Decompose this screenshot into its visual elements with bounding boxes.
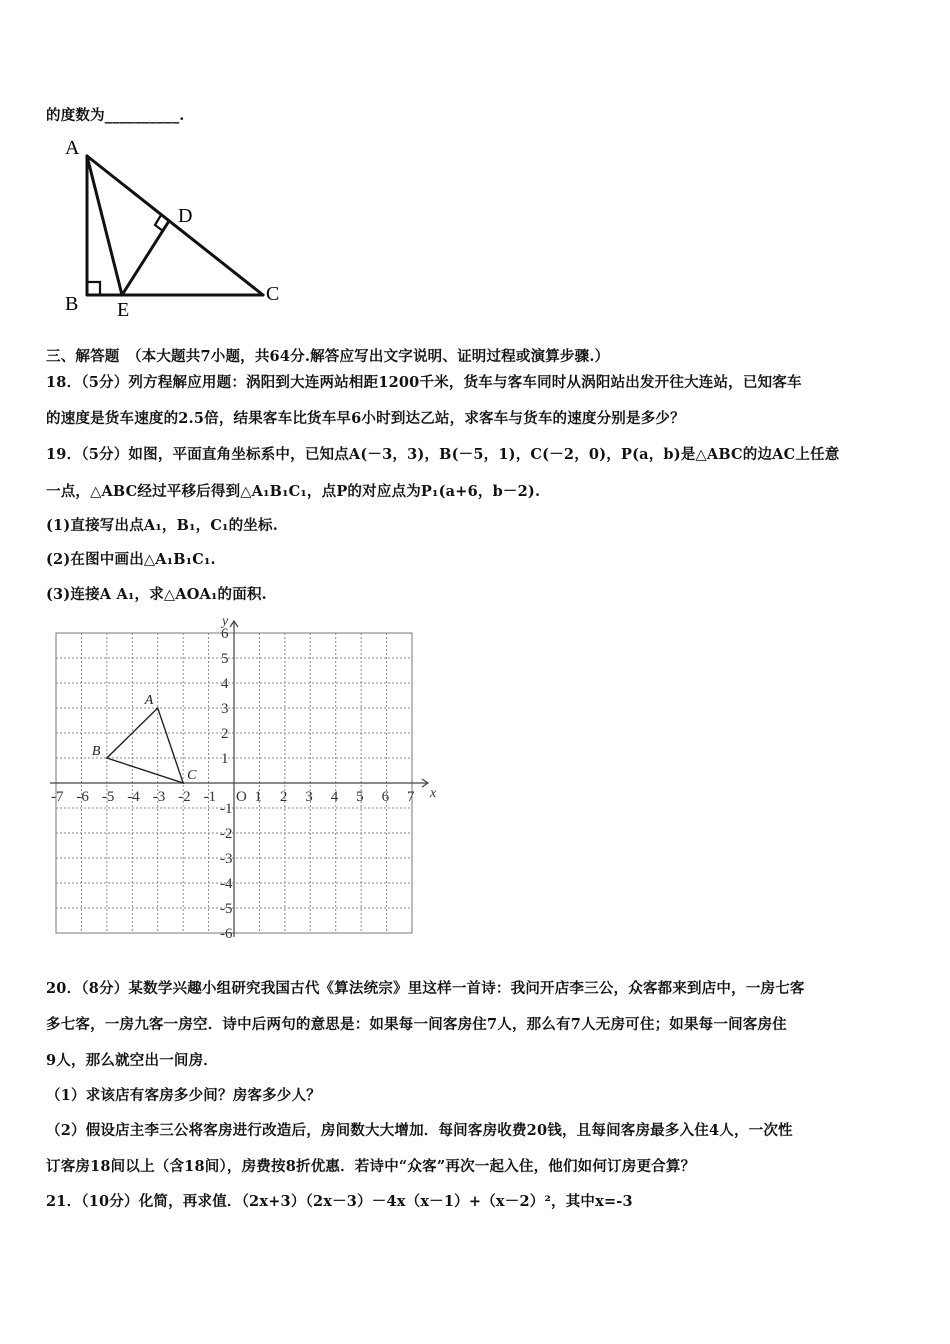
q20-part2b: 订客房18间以上（含18间），房费按8折优惠．若诗中“众客”再次一起入住，他们如何订房更合算？: [46, 1158, 696, 1175]
y-tick-label: -3: [220, 851, 233, 867]
y-tick-label: 6: [221, 626, 229, 642]
y-tick-label: 2: [221, 726, 229, 742]
segment-ac: [87, 156, 263, 295]
q19-line2: 一点，△ABC经过平移后得到△A₁B₁C₁，点P的对应点为P₁(a+6，b－2).: [46, 483, 541, 500]
point-label: C: [187, 768, 197, 783]
q20-part1: （1）求该店有客房多少间？房客多少人？: [46, 1087, 321, 1104]
q20-line2: 多七客，一房九客一房空．诗中后两句的意思是：如果每一间客房住7人，那么有7人无房可住；如果每一间客房住: [46, 1016, 787, 1033]
x-tick-label: 3: [305, 789, 313, 805]
segment-ae: [87, 156, 122, 295]
q20-line3: 9人，那么就空出一间房．: [46, 1052, 218, 1069]
y-tick-label: -5: [220, 901, 233, 917]
x-tick-label: -4: [127, 789, 140, 805]
q19-part1: (1)直接写出点A₁，B₁，C₁的坐标.: [46, 517, 278, 534]
q19-line1: 19．（5分）如图，平面直角坐标系中，已知点A(－3，3)，B(－5，1)，C(－2，0)，P(a，b)是△ABC的边AC上任意: [46, 446, 840, 463]
tick-labels: [51, 615, 437, 942]
x-tick-label: -5: [101, 789, 115, 805]
x-axis-label: x: [430, 786, 437, 801]
triangle-abc: [92, 693, 197, 783]
y-tick-label: -1: [220, 801, 233, 817]
q18-line1: 18．（5分）列方程解应用题：涡阳到大连两站相距1200千米，货车与客车同时从涡阳站出发开往大连站，已知客车: [46, 374, 802, 391]
q18-line2: 的速度是货车速度的2.5倍，结果客车比货车早6小时到达乙站，求客车与货车的速度分别是多少？: [46, 410, 685, 427]
x-tick-label: 6: [381, 789, 390, 805]
vertex-label-d: D: [178, 205, 193, 227]
y-tick-label: 5: [221, 651, 229, 667]
x-tick-label: 7: [407, 789, 415, 805]
q20-line1: 20．（8分）某数学兴趣小组研究我国古代《算法统宗》里这样一首诗：我问开店李三公，众客都来到店中，一房七客: [46, 980, 805, 997]
y-tick-label: -6: [220, 926, 233, 942]
x-tick-label: -1: [203, 789, 217, 805]
y-tick-label: -4: [220, 876, 233, 892]
x-tick-label: -3: [152, 789, 166, 805]
q19-part2: (2)在图中画出△A₁B₁C₁.: [46, 551, 216, 568]
triangle-abc-outline: [107, 708, 183, 783]
q19-part3: (3)连接A A₁，求△AOA₁的面积.: [46, 586, 267, 603]
y-tick-label: 4: [221, 676, 229, 692]
coordinate-grid: [40, 615, 450, 950]
vertex-label-a: A: [65, 137, 80, 159]
y-tick-label: 1: [221, 751, 229, 767]
x-tick-label: 5: [356, 789, 364, 805]
segment-ed: [122, 221, 169, 295]
vertex-label-b: B: [65, 293, 79, 315]
x-tick-label: 1: [254, 789, 262, 805]
x-tick-label: 4: [330, 789, 339, 805]
q17-answer-blank-line: 的度数为__________.: [46, 107, 185, 124]
vertex-label-e: E: [117, 299, 130, 321]
section-title: 三、解答题 （本大题共7小题，共64分.解答应写出文字说明、证明过程或演算步骤.）: [46, 348, 610, 365]
y-axis-label: y: [222, 615, 229, 629]
y-tick-label: -2: [220, 826, 233, 842]
q21-line1: 21．（10分）化简，再求值．（2x+3）（2x－3）－4x（x－1）+（x－2）²，其中x=-3: [46, 1193, 633, 1210]
right-angle-d: [155, 215, 163, 231]
y-tick-label: 3: [221, 701, 229, 717]
point-label: A: [144, 693, 154, 708]
vertex-label-c: C: [266, 283, 280, 305]
q20-part2a: （2）假设店主李三公将客房进行改造后，房间数大大增加．每间客房收费20钱，且每间客房最多入住4人，一次性: [46, 1122, 793, 1139]
right-angle-b: [87, 282, 100, 295]
x-tick-label: 2: [279, 789, 288, 805]
x-tick-label: -2: [178, 789, 191, 805]
x-tick-label: -6: [76, 789, 89, 805]
triangle-figure: [55, 132, 295, 322]
x-tick-label: -7: [51, 789, 64, 805]
x-tick-label: O: [236, 789, 247, 805]
point-label: B: [91, 744, 101, 759]
